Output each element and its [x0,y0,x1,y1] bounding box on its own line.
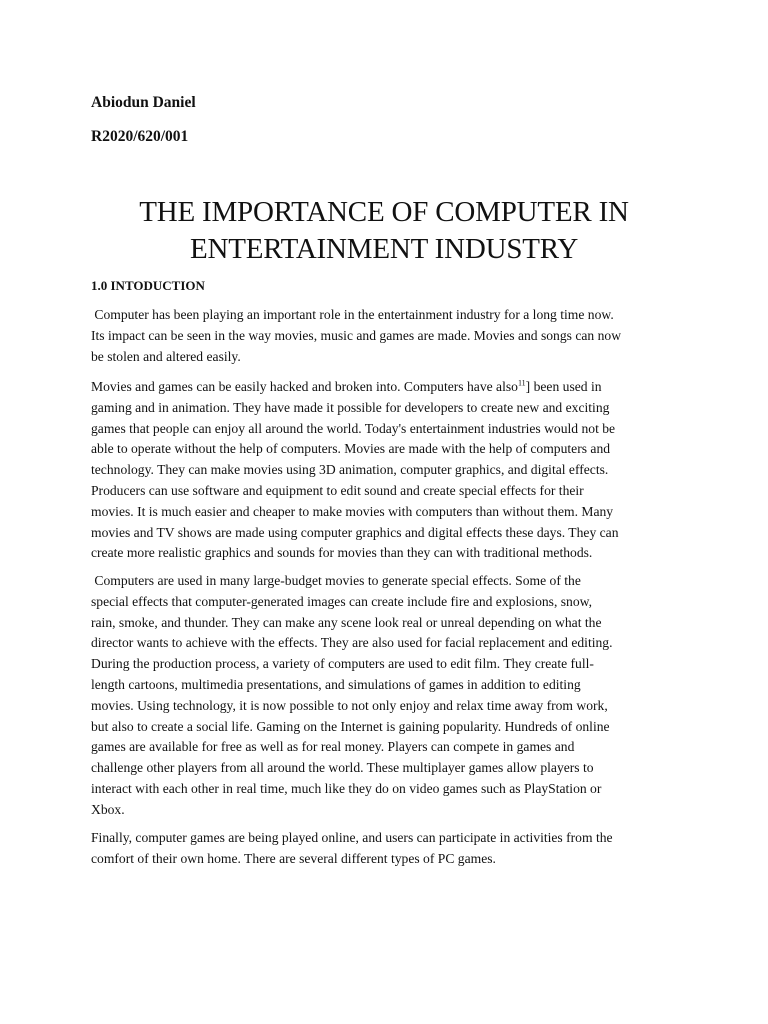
text-line: special effects that computer-generated images can create include fire and explosions, snow, [91,593,592,609]
text-line: Xbox. [91,801,125,817]
text-line: movies. Using technology, it is now possible to not only enjoy and relax time away from work, [91,697,608,713]
paragraph-1 [91,305,691,367]
text-line: games are available for free as well as for real money. Players can compete in games and [91,739,575,755]
paragraph-4 [91,828,691,870]
text-line: able to operate without the help of computers. Movies are made with the help of computers and [91,441,611,457]
text-line: games that people can enjoy all around the world. Today's entertainment industries would not be [91,420,616,436]
section-heading: 1.0 INTODUCTION [91,278,205,293]
text-line: challenge other players from all around the world. These multiplayer games allow players to [91,760,594,776]
text-line: Finally, computer games are being played online, and users can participate in activities from the [91,830,613,845]
title-line: ENTERTAINMENT INDUSTRY [189,233,579,265]
text-line: Computer has been playing an important role in the entertainment industry for a long time now. [91,307,614,322]
text-line-end: ] been used in [525,379,602,394]
text-line: length cartoons, multimedia presentations, and simulations of games in addition to editing [91,676,581,692]
title-line: THE IMPORTANCE OF COMPUTER IN [139,196,629,228]
text-line: Producers can use software and equipment to edit sound and create special effects for their [91,482,584,498]
text-line [91,377,691,398]
document-title [60,194,708,268]
text-line: During the production process, a variety of computers are used to edit film. They create full- [91,656,594,672]
text-line: interact with each other in real time, much like they do on video games such as PlayStation or [91,780,602,796]
paragraph-3 [91,571,691,821]
text-line: comfort of their own home. There are several different types of PC games. [91,850,496,866]
text-line: Computers are used in many large-budget movies to generate special effects. Some of the [91,573,581,588]
text-line: technology. They can make movies using 3D animation, computer graphics, and digital effects. [91,462,609,478]
text-line: create more realistic graphics and sounds for movies than they can with traditional methods. [91,545,593,561]
registration-number: R2020/620/001 [91,128,189,145]
author-name: Abiodun Daniel [91,94,196,111]
text-line: movies and TV shows are made using computer graphics and digital effects these days. They can [91,524,619,540]
text-line: be stolen and altered easily. [91,348,241,364]
text-line-start: Movies and games can be easily hacked and broken into. Computers have also [91,379,518,394]
text-line: movies. It is much easier and cheaper to make movies with computers than without them. Many [91,503,614,519]
text-line: gaming and in animation. They have made it possible for developers to create new and exciting [91,399,610,415]
text-line: but also to create a social life. Gaming on the Internet is gaining popularity. Hundreds of online [91,718,610,734]
text-line: director wants to achieve with the effects. They are also used for facial replacement and editing. [91,635,613,651]
paragraph-2 [91,377,691,564]
text-line: Its impact can be seen in the way movies, music and games are made. Movies and songs can now [91,327,622,343]
citation-superscript: 11 [517,378,526,388]
text-line: rain, smoke, and thunder. They can make any scene look real or unreal depending on what the [91,614,602,630]
